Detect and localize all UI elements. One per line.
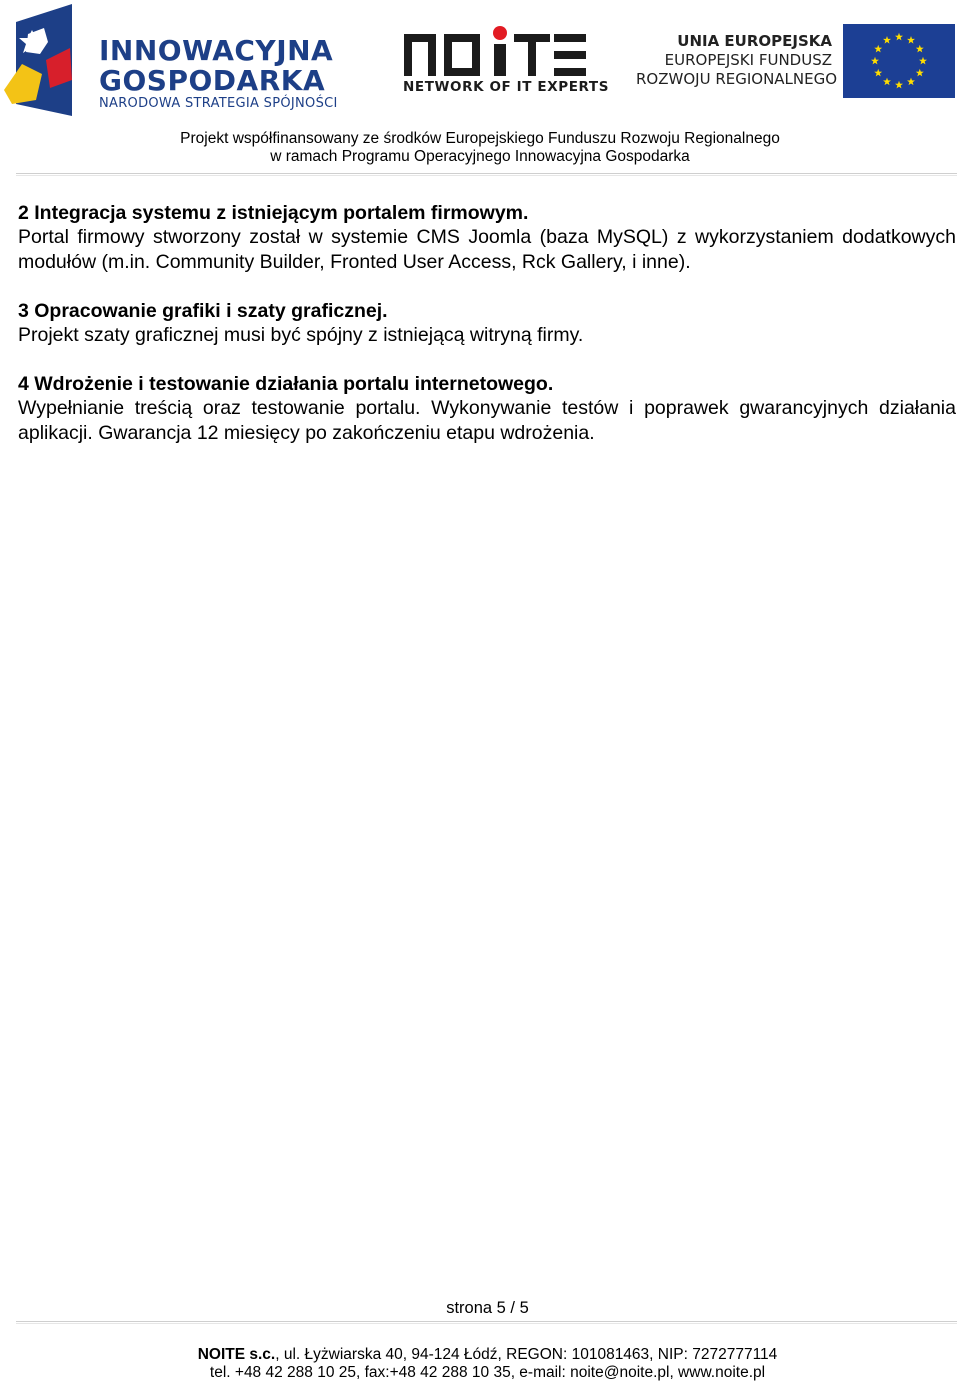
section-heading: 3 Opracowanie grafiki i szaty graficznej. <box>18 300 388 322</box>
section-body: Portal firmowy stworzony został w systemie CMS Joomla (baza MySQL) z wykorzystaniem dodatkowych modułów (m.in. Community Builder, Fronted User Access, Rck Gallery, i inne). <box>18 226 956 273</box>
ig-emblem-icon <box>2 4 92 118</box>
noite-logo <box>400 26 610 96</box>
footer-company-name: NOITE s.c. <box>197 1346 276 1363</box>
section-deployment <box>18 372 956 445</box>
page-number: strona 5 / 5 <box>446 1299 529 1317</box>
section-heading: 2 Integracja systemu z istniejącym portalem firmowym. <box>18 202 529 224</box>
footer-address: , ul. Łyżwiarska 40, 94-124 Łódź, REGON: 101081463, NIP: 7272777114 <box>275 1346 778 1363</box>
header-subtitle-line1: Projekt współfinansowany ze środków Europejskiego Funduszu Rozwoju Regionalnego <box>180 130 780 147</box>
header-subtitle-line2: w ramach Programu Operacyjnego Innowacyjna Gospodarka <box>270 148 690 165</box>
section-body: Wypełnianie treścią oraz testowanie portalu. Wykonywanie testów i poprawek gwarancyjnych działania aplikacji. Gwarancja 12 miesięcy po zakończeniu etapu wdrożenia. <box>18 397 956 444</box>
noite-wordmark-icon <box>400 26 590 78</box>
eu-fund-text <box>636 32 838 89</box>
footer-contact-line: tel. +48 42 288 10 25, fax:+48 42 288 10 35, e-mail: noite@noite.pl, www.noite.pl <box>209 1364 766 1381</box>
section-integration <box>18 201 956 274</box>
eu-line1: UNIA EUROPEJSKA <box>677 32 832 50</box>
section-graphics <box>18 299 956 348</box>
ig-logo-line3: NARODOWA STRATEGIA SPÓJNOŚCI <box>99 96 338 111</box>
footer-address-line <box>0 1346 960 1364</box>
section-heading: 4 Wdrożenie i testowanie działania portalu internetowego. <box>18 373 554 395</box>
section-body: Projekt szaty graficznej musi być spójny z istniejącą witryną firmy. <box>18 324 584 346</box>
eu-flag-icon <box>843 24 955 98</box>
footer-divider <box>16 1321 957 1324</box>
eu-line2: EUROPEJSKI FUNDUSZ <box>664 51 832 69</box>
ig-logo-line2: GOSPODARKA <box>99 64 326 97</box>
innowacyjna-gospodarka-logo <box>2 4 352 118</box>
ig-logo-line1: INNOWACYJNA <box>99 34 334 67</box>
noite-tagline: NETWORK OF IT EXPERTS <box>403 79 610 95</box>
header-divider <box>16 173 957 176</box>
eu-line3: ROZWOJU REGIONALNEGO <box>636 70 838 88</box>
